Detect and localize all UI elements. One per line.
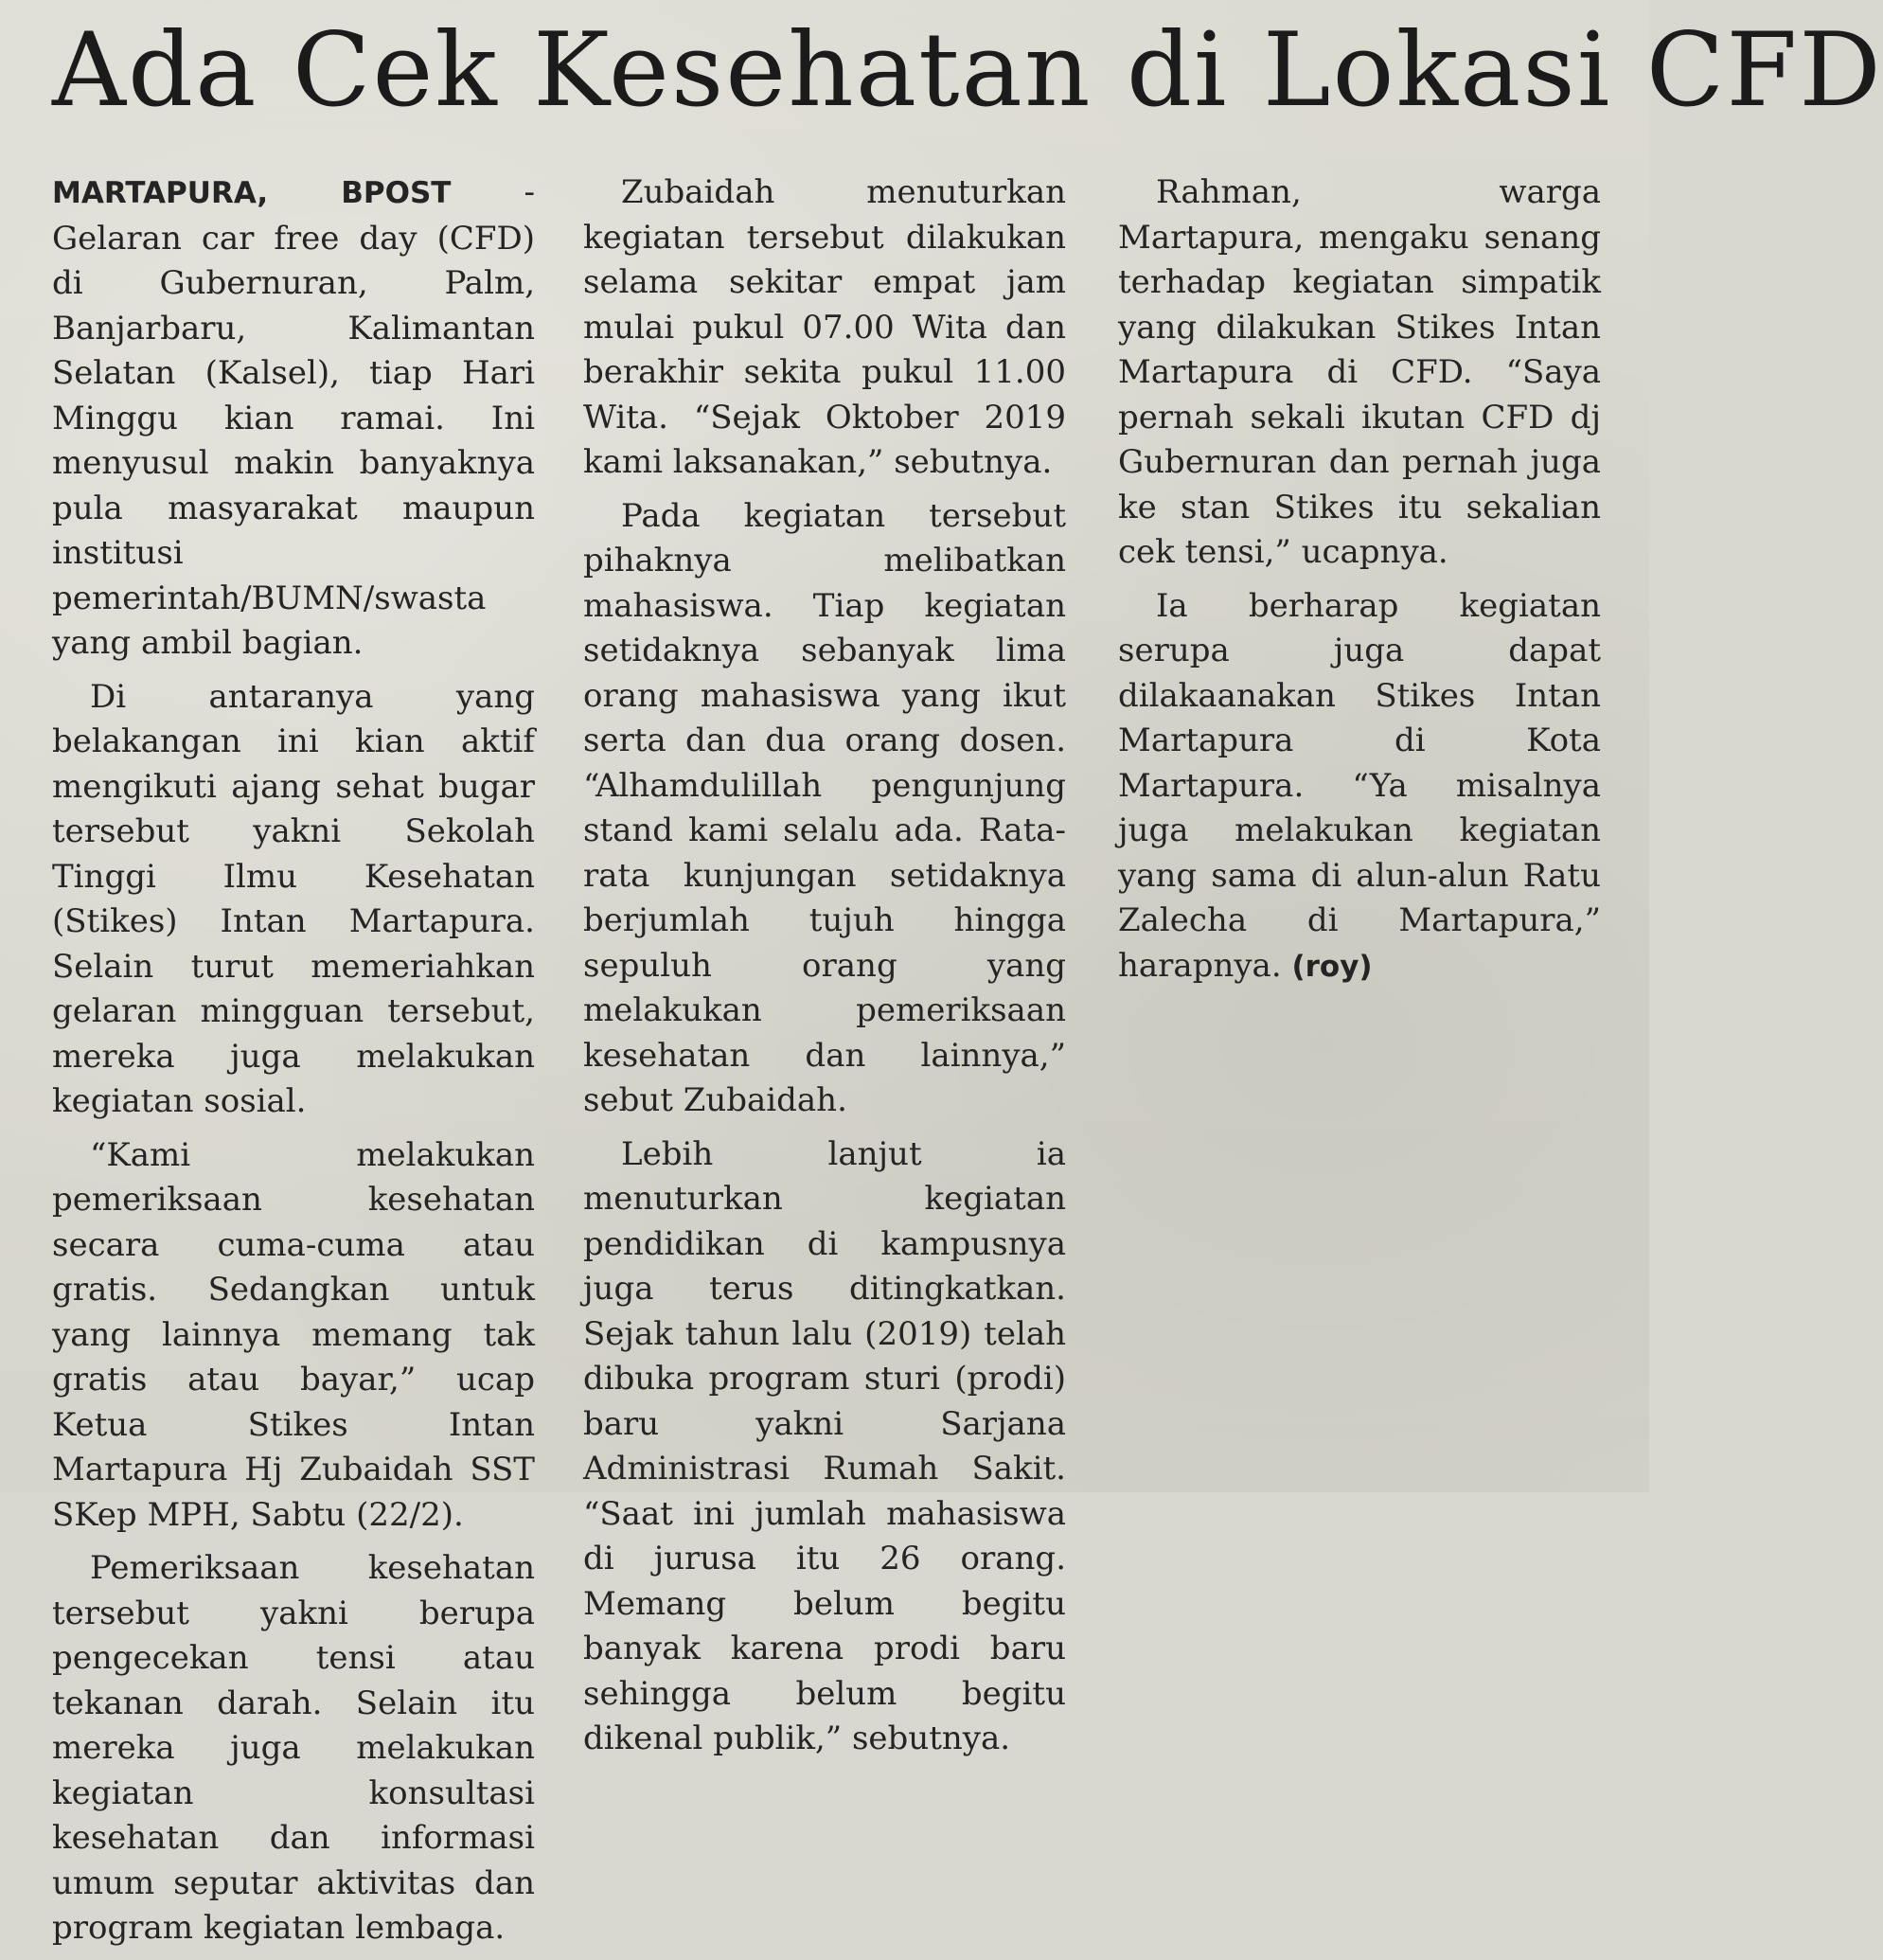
dateline: MARTAPURA, BPOST: [52, 176, 452, 210]
byline: (roy): [1291, 949, 1373, 984]
dateline-separator: -: [451, 173, 536, 211]
paragraph-8: Rahman, warga Martapura, mengaku senang terhadap kegiatan simpatik yang dilakukan Stikes Intan Martapura di CFD. “Saya pernah sekali ikutan CFD dj Gubernuran dan pernah juga ke stan Stikes itu sekalian cek tensi,” ucapnya.: [1118, 173, 1601, 571]
paragraph-1-text: Gelaran car free day (CFD) di Gubernuran, Palm, Banjarbaru, Kalimantan Selatan (Kalsel), tiap Hari Minggu kian ramai. Ini menyusul makin banyaknya pula masyarakat maupun institusi pemerintah/BUMN/swasta yang ambil bagian.: [52, 219, 535, 662]
column-2: [583, 170, 1066, 1771]
paragraph-6: Pada kegiatan tersebut pihaknya melibatkan mahasiswa. Tiap kegiatan setidaknya sebanyak lima orang mahasiswa yang ikut serta dan dua orang dosen. “Alhamdulillah pengunjung stand kami selalu ada. Rata-rata kunjungan setidaknya berjumlah tujuh hingga sepuluh orang yang melakukan pemeriksaan kesehatan dan lainnya,” sebut Zubaidah.: [583, 496, 1066, 1119]
paragraph-9-text: Ia berharap kegiatan serupa juga dapat dilakaanakan Stikes Intan Martapura di Kota Martapura. “Ya misalnya juga melakukan kegiatan yang sama di alun-alun Ratu Zalecha di Martapura,” harapnya.: [1118, 586, 1601, 985]
column-3: [1118, 170, 1601, 998]
paragraph-4: Pemeriksaan kesehatan tersebut yakni berupa pengecekan tensi atau tekanan darah. Selain itu mereka juga melakukan kegiatan konsultasi kesehatan dan informasi umum seputar aktivitas dan program kegiatan lembaga.: [52, 1549, 535, 1947]
column-1: [52, 170, 535, 1960]
paragraph-3: “Kami melakukan pemeriksaan kesehatan secara cuma-cuma atau gratis. Sedangkan untuk yang lainnya memang tak gratis atau bayar,” ucap Ketua Stikes Intan Martapura Hj Zubaidah SST SKep MPH, Sabtu (22/2).: [52, 1135, 535, 1534]
paragraph-7: Lebih lanjut ia menuturkan kegiatan pendidikan di kampusnya juga terus ditingkatkan. Sejak tahun lalu (2019) telah dibuka program sturi (prodi) baru yakni Sarjana Administrasi Rumah Sakit. “Saat ini jumlah mahasiswa di jurusa itu 26 orang. Memang belum begitu banyak karena prodi baru sehingga belum begitu dikenal publik,” sebutnya.: [583, 1134, 1066, 1757]
paragraph-5: Zubaidah menuturkan kegiatan tersebut dilakukan selama sekitar empat jam mulai pukul 07.00 Wita dan berakhir sekita pukul 11.00 Wita. “Sejak Oktober 2019 kami laksanakan,” sebutnya.: [583, 173, 1066, 481]
paragraph-1: [52, 170, 535, 667]
article-body: [0, 170, 1649, 1947]
paragraph-9: [1118, 584, 1601, 990]
headline: Ada Cek Kesehatan di Lokasi CFD: [52, 11, 1883, 130]
paragraph-2: Di antaranya yang belakangan ini kian aktif mengikuti ajang sehat bugar tersebut yakni Sekolah Tinggi Ilmu Kesehatan (Stikes) Intan Martapura. Selain turut memeriahkan gelaran mingguan tersebut, mereka juga melakukan kegiatan sosial.: [52, 677, 535, 1120]
